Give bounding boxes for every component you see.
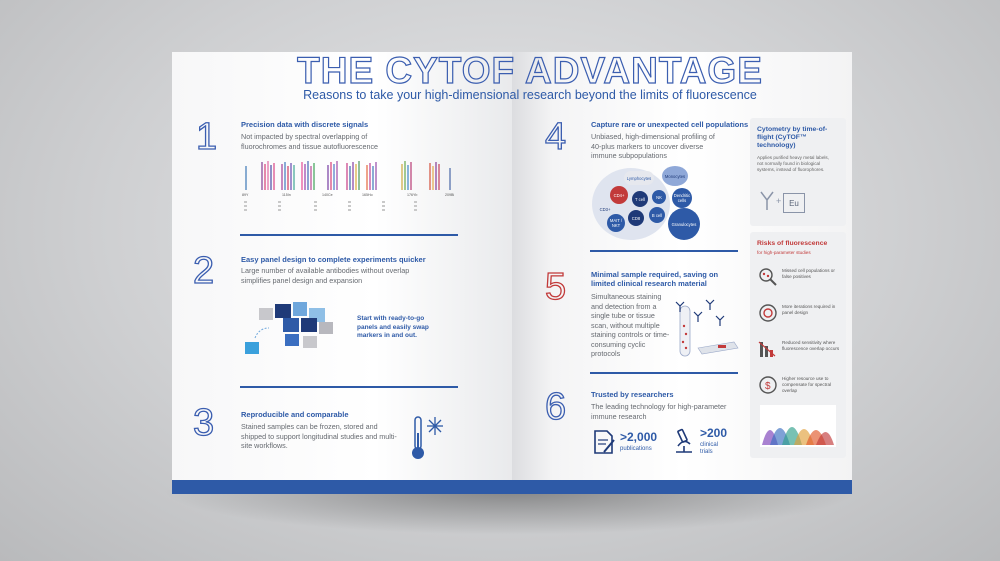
stat-publications-label: publications (620, 446, 652, 452)
section-4-divider (590, 250, 738, 252)
bubble-cd3: CD3+ (599, 206, 611, 212)
left-footer-bar (172, 480, 512, 494)
spectra-label-165: 165Ho (362, 193, 373, 197)
section-number-3: 3 (193, 402, 215, 444)
section-6-body: The leading technology for high-parameter immune research (591, 402, 727, 421)
section-5-heading: Minimal sample required, saving on limited clinical research material (591, 270, 719, 288)
section-number-1: 1 (196, 116, 218, 158)
bubble-lymphocytes: Lymphocytes (624, 171, 654, 185)
risks-heading: Risks of fluorescence (757, 240, 828, 247)
bubble-tcell: T cell (632, 191, 648, 207)
reduced-sensitivity-icon (757, 338, 779, 360)
europium-element-tile: Eu (783, 193, 805, 213)
missed-populations-icon (757, 266, 779, 288)
bubble-cd8: CD8 (628, 210, 644, 226)
section-3-body: Stained samples can be frozen, stored and shipped to support longitudinal studies and multi-site workflows. (241, 422, 397, 450)
section-6-heading: Trusted by researchers (591, 390, 674, 399)
page-subtitle: Reasons to take your high-dimensional research beyond the limits of fluorescence (303, 88, 757, 102)
risks-subheading: for high-parameter studies (757, 250, 811, 255)
section-3-heading: Reproducible and comparable (241, 410, 349, 419)
publication-icon (592, 428, 616, 456)
tube-antibody-illustration (672, 296, 740, 360)
risk-item-3: Reduced sensitivity where fluorescence overlap occurs (782, 340, 840, 351)
spectra-label-115: 115In (282, 193, 291, 197)
resource-use-icon (757, 374, 779, 396)
page-title: THE CYTOF ADVANTAGE (297, 50, 763, 91)
bubble-cd4: CD4+ (610, 186, 628, 204)
iterations-icon (757, 302, 779, 324)
bubble-monocytes: Monocytes (662, 166, 688, 186)
stat-trials-label: clinical trials (700, 442, 719, 455)
section-5-body: Simultaneous staining and detection from a single tube or tissue scan, without multiple staining controls or time-consuming cyclic protocols (591, 292, 670, 358)
antibody-plus-icon (757, 188, 785, 214)
svg-text:+: + (776, 196, 782, 206)
bubble-granulocytes: Granulocytes (668, 208, 700, 240)
section-number-2: 2 (193, 250, 215, 292)
section-1-divider (240, 234, 458, 236)
microscope-icon (672, 428, 696, 456)
fluorescence-overlap-spectra (760, 405, 836, 447)
section-1-body: Not impacted by spectral overlapping of fluorochromes and tissue autofluorescence (241, 132, 379, 151)
spectra-label-209: 209Bi (445, 193, 455, 197)
risk-item-4: Higher resource use to compensate for spectral overlap (782, 376, 832, 393)
bubble-mait: MAIT / NKT (607, 214, 625, 232)
stat-publications-value: >2,000 (620, 430, 658, 444)
risk-item-1: Missed cell populations or false positives (782, 268, 835, 279)
section-2-body: Large number of available antibodies without overlap simplifies panel design and expansion (241, 266, 410, 285)
section-2-heading: Easy panel design to complete experiments quicker (241, 255, 426, 264)
section-number-5: 5 (545, 266, 567, 308)
bubble-nk: NK (652, 190, 666, 204)
risk-item-2: More iterations required in panel design (782, 304, 836, 315)
brochure-shadow (160, 490, 860, 535)
section-number-4: 4 (545, 116, 567, 158)
cytof-heading: Cytometry by time-of-flight (CyTOF™ technology) (757, 126, 828, 149)
spectra-label-89: 89Y (242, 193, 249, 197)
section-2-divider (240, 386, 458, 388)
section-1-heading: Precision data with discrete signals (241, 120, 369, 129)
bubble-dendritic: Dendritic cells (672, 188, 692, 208)
stat-trials-value: >200 (700, 426, 728, 440)
section-2-callout: Start with ready-to-go panels and easily swap markers in and out. (357, 315, 429, 339)
mass-spectra-lines (242, 160, 457, 190)
spectra-legend-dots (242, 200, 457, 212)
svg-text:$: $ (765, 381, 771, 392)
section-4-body: Unbiased, high-dimensional profiling of 40-plus markers to uncover diverse immune subpopulations (591, 132, 715, 160)
section-number-6: 6 (545, 386, 567, 428)
spectra-label-140: 140Ce (322, 193, 333, 197)
spectra-label-176: 176Yb (407, 193, 418, 197)
cytof-body: Applies purified heavy metal labels, not normally found in biological systems, instead of fluorophores. (757, 155, 830, 172)
puzzle-pieces-illustration (245, 298, 345, 360)
section-4-heading: Capture rare or unexpected cell populations (591, 120, 749, 129)
right-footer-bar (512, 480, 852, 494)
bubble-bcell: B cell (649, 207, 665, 223)
section-5-divider (590, 372, 738, 374)
thermometer-snowflake-icon (408, 413, 446, 461)
